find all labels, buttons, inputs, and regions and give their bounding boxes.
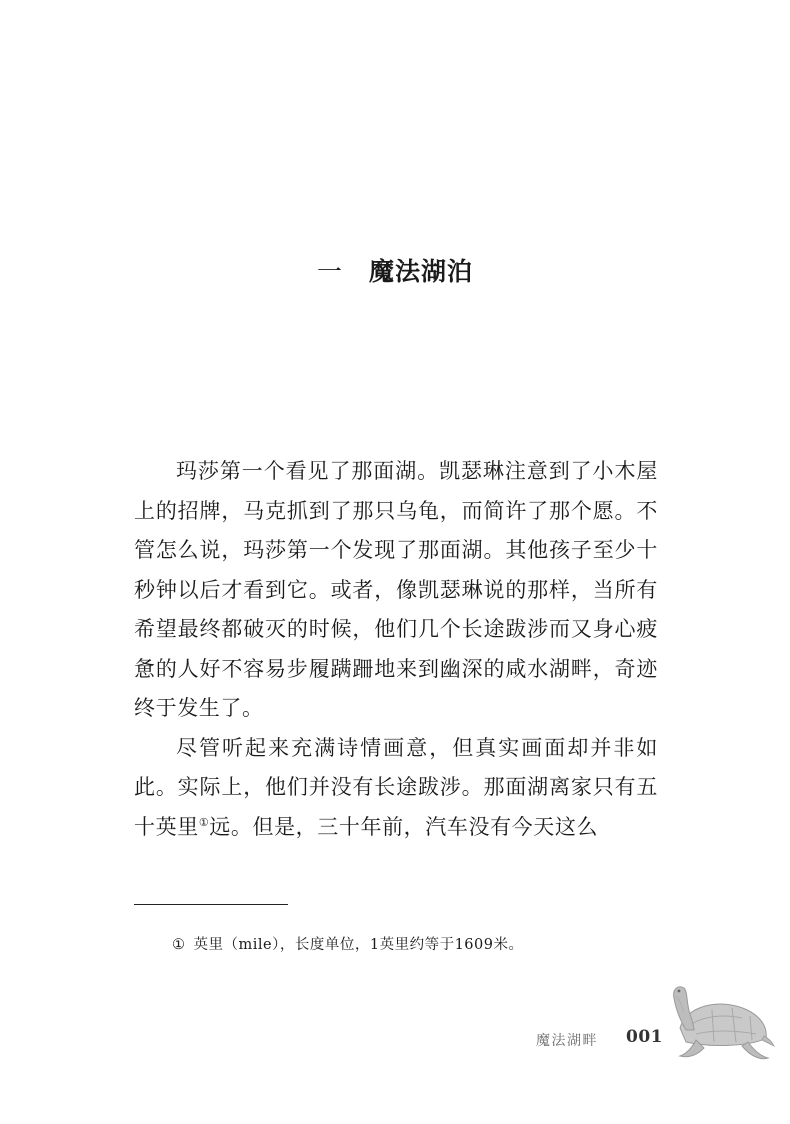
footnote-divider bbox=[134, 904, 288, 905]
running-footer-title: 魔法湖畔 bbox=[536, 1033, 598, 1049]
paragraph-1: 玛莎第一个看见了那面湖。凯瑟琳注意到了小木屋上的招牌，马克抓到了那只乌龟，而简许了那个愿。不管怎么说，玛莎第一个发现了那面湖。其他孩子至少十秒钟以后才看到它。或者，像凯瑟琳说的那样，当所有希望最终都破灭的时候，他们几个长途跋涉而又身心疲惫的人好不容易步履蹒跚地来到幽深的咸水湖畔，奇迹终于发生了。 bbox=[134, 459, 658, 720]
chapter-number: 一 bbox=[316, 257, 343, 286]
paragraph-2-text-before: 尽管听起来充满诗情画意，但真实画面却并非如此。实际上，他们并没有长途跋涉。那面湖离家只有五十英里 bbox=[134, 735, 658, 839]
footnote-reference[interactable]: ① bbox=[198, 815, 210, 829]
page-number: 001 bbox=[626, 1027, 663, 1047]
body-text bbox=[134, 452, 658, 847]
chapter-title: 魔法湖泊 bbox=[369, 257, 474, 286]
footnote-mark: ① bbox=[172, 937, 186, 953]
footnote bbox=[172, 933, 523, 954]
footnote-text: 英里（mile），长度单位，1英里约等于1609米。 bbox=[193, 937, 524, 953]
chapter-heading bbox=[0, 252, 790, 288]
paragraph-2-text-after: 远。但是，三十年前，汽车没有今天这么 bbox=[209, 814, 599, 839]
turtle-icon bbox=[652, 980, 776, 1064]
paragraph-2 bbox=[134, 729, 658, 848]
